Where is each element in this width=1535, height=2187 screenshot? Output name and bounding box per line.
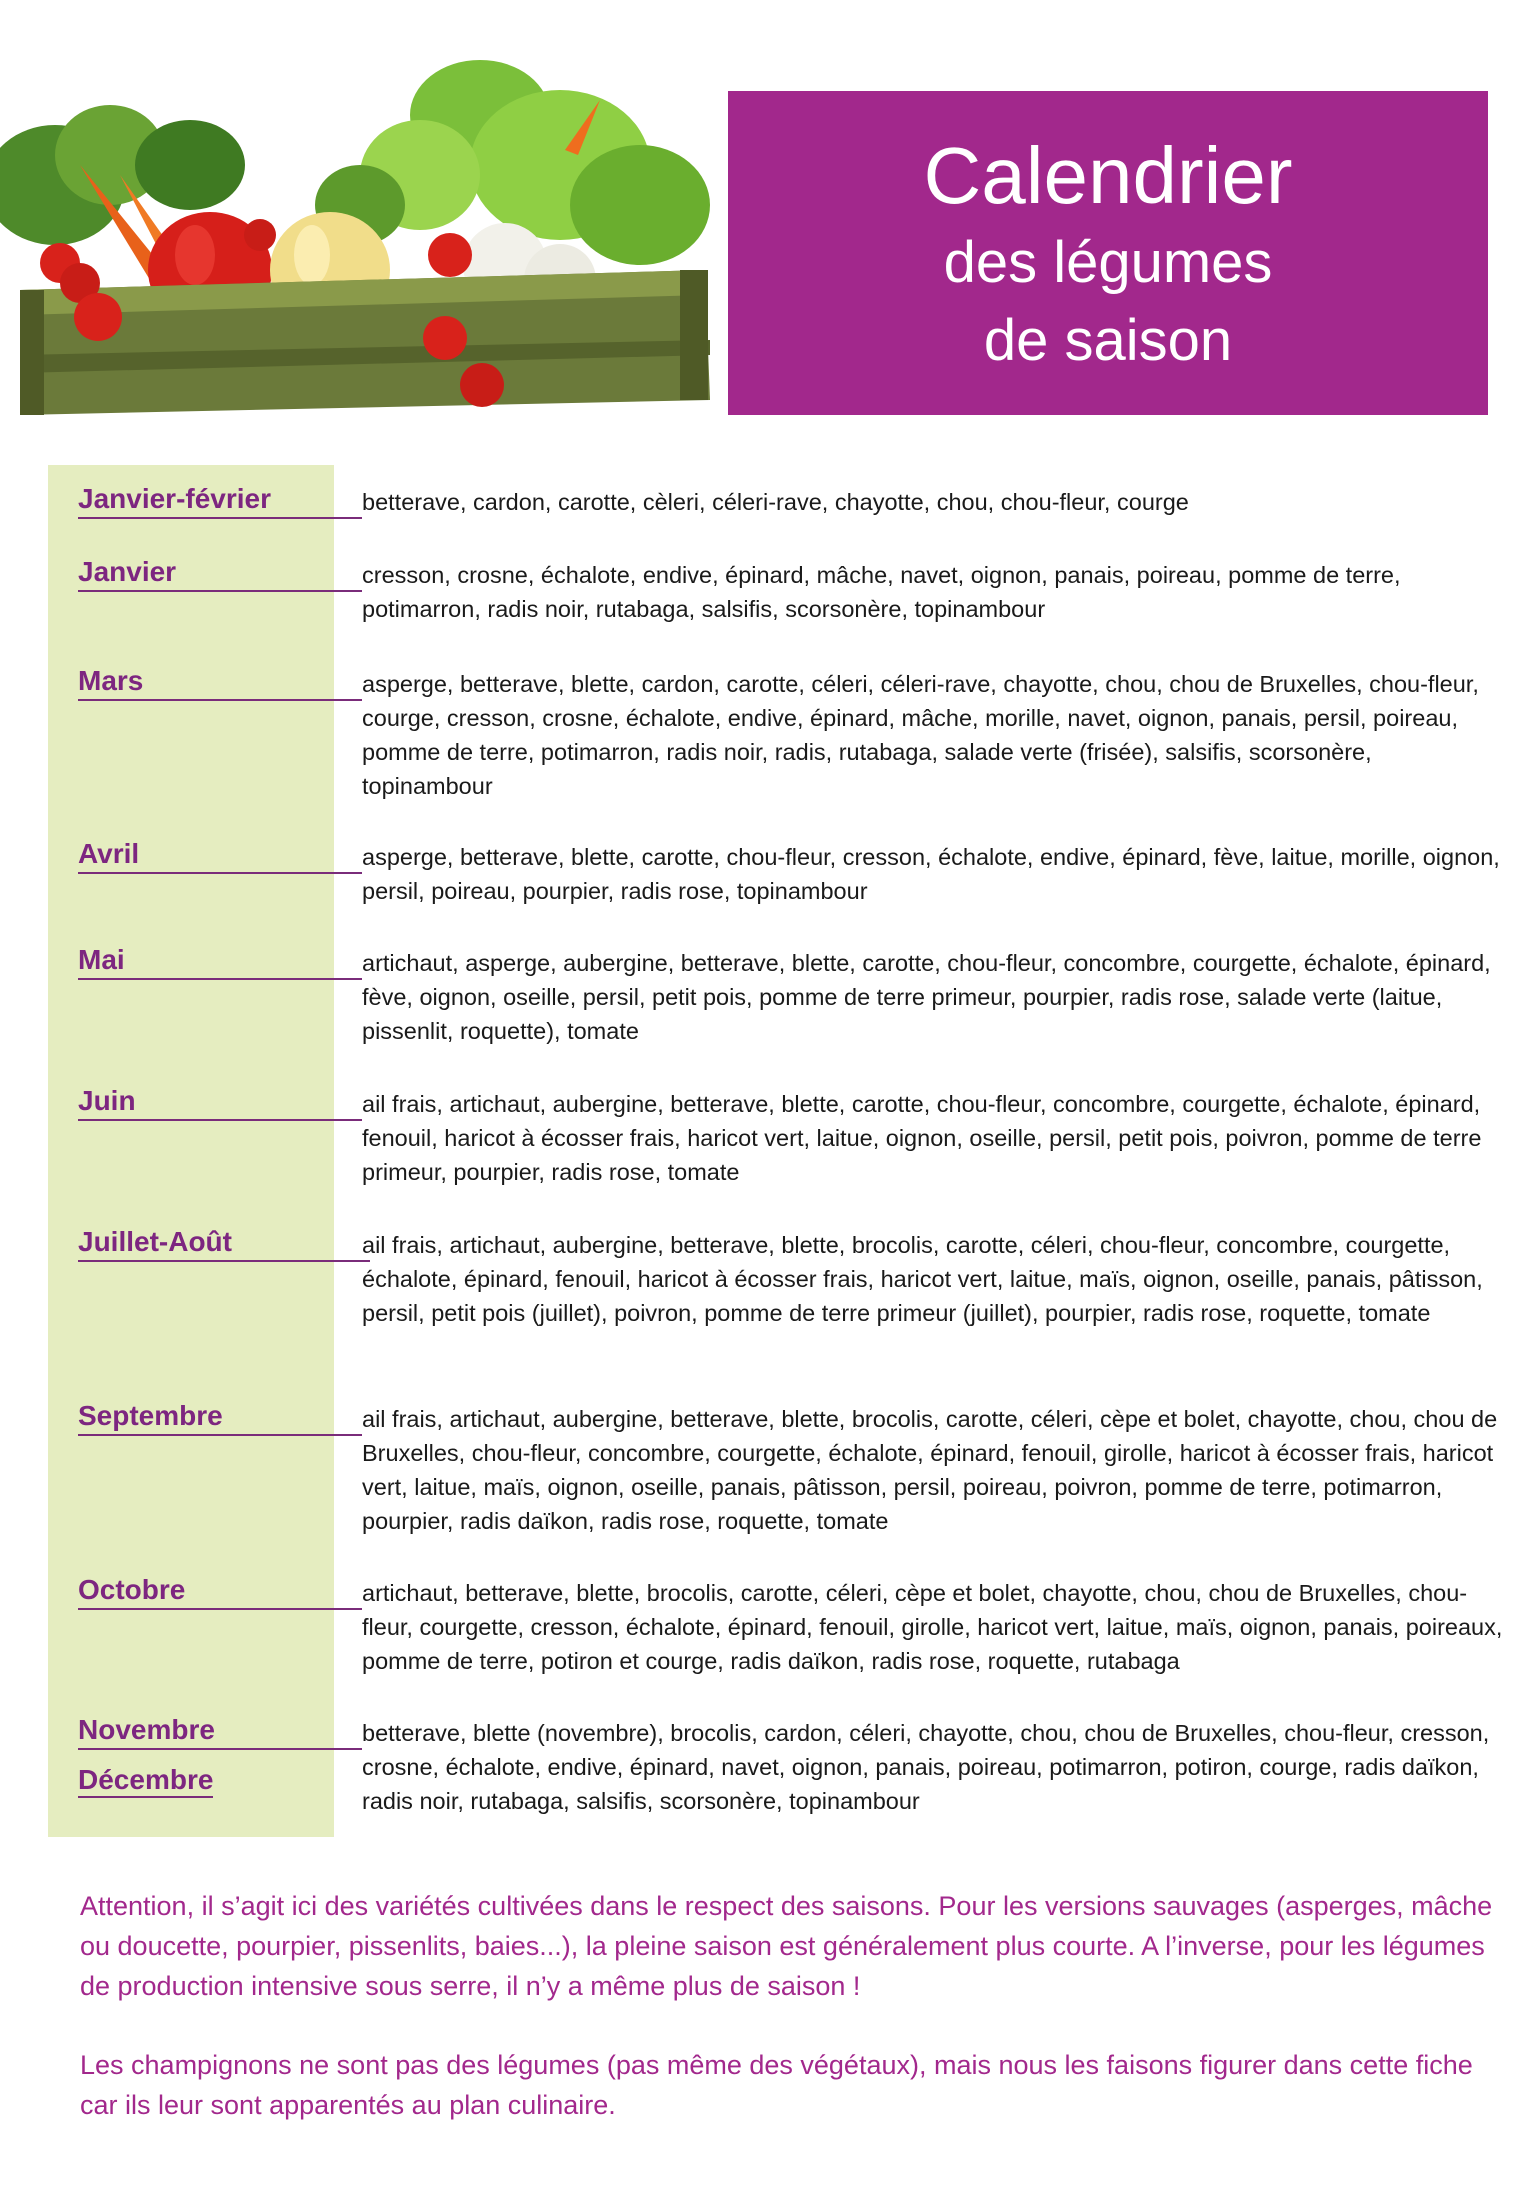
month-label: Juillet-Août [78, 1226, 370, 1262]
vegetable-list: betterave, blette (novembre), brocolis, cardon, céleri, chayotte, chou, chou de Bruxelles, chou-fleur, cresson, crosne, échalote, endive, épinard, navet, oignon, panais, poireau, potimarron, potiron, courge, radis daïkon, radis noir, rutabaga, salsifis, scorsonère, topinambour [362, 1720, 1490, 1814]
month-label: Octobre [78, 1574, 362, 1610]
month-label: Septembre [78, 1400, 362, 1436]
month-label: Mars [78, 665, 362, 701]
note-mushrooms: Les champignons ne sont pas des légumes (pas même des végétaux), mais nous les faisons figurer dans cette fiche car ils leur sont apparentés au plan culinaire. [80, 2050, 1473, 2120]
month-label: Janvier-février [78, 483, 362, 519]
vegetable-list: artichaut, asperge, aubergine, betterave, blette, carotte, chou-fleur, concombre, courgette, échalote, épinard, fève, oignon, oseille, persil, petit pois, pomme de terre primeur, pourpier, radis rose, salade verte (laitue, pissenlit, roquette), tomate [362, 950, 1491, 1044]
vegetable-list: asperge, betterave, blette, cardon, carotte, céleri, céleri-rave, chayotte, chou, chou de Bruxelles, chou-fleur, courge, cresson, crosne, échalote, endive, épinard, mâche, morille, navet, oignon, panais, persil, poireau, pomme de terre, potimarron, radis noir, radis, rutabaga, salade verte (frisée), salsifis, scorsonère, topinambour [362, 671, 1479, 799]
title-line-3: de saison [983, 308, 1233, 373]
month-label-secondary: Décembre [78, 1764, 213, 1798]
note-seasonal-varieties: Attention, il s’agit ici des variétés cultivées dans le respect des saisons. Pour les versions sauvages (asperges, mâche ou doucette, pourpier, pissenlits, baies...), la pleine saison est généralement plus courte. A l’inverse, pour les légumes de production intensive sous serre, il n’y a même plus de saison ! [80, 1891, 1493, 2001]
vegetable-crate-illustration [0, 55, 725, 415]
wooden-crate [20, 270, 710, 415]
vegetable-list: artichaut, betterave, blette, brocolis, carotte, céleri, cèpe et bolet, chayotte, chou, chou de Bruxelles, chou-fleur, courgette, cresson, échalote, épinard, fenouil, girolle, haricot vert, laitue, maïs, oignon, panais, poireaux, pomme de terre, potiron et courge, radis daïkon, radis rose, roquette, rutabaga [362, 1580, 1503, 1674]
title-line-1: Calendrier [923, 131, 1293, 220]
month-label: Novembre [78, 1714, 362, 1750]
title-line-2: des légumes [943, 230, 1273, 295]
vegetable-list: asperge, betterave, blette, carotte, chou-fleur, cresson, échalote, endive, épinard, fève, laitue, morille, oignon, persil, poireau, pourpier, radis rose, topinambour [362, 844, 1500, 904]
month-label: Avril [78, 838, 362, 874]
month-label: Mai [78, 944, 362, 980]
vegetable-list: ail frais, artichaut, aubergine, betterave, blette, carotte, chou-fleur, concombre, courgette, échalote, épinard, fenouil, haricot à écosser frais, haricot vert, laitue, oignon, oseille, persil, petit pois, poivron, pomme de terre primeur, pourpier, radis rose, tomate [362, 1091, 1482, 1185]
month-label: Janvier [78, 556, 362, 592]
vegetable-list: ail frais, artichaut, aubergine, betterave, blette, brocolis, carotte, céleri, chou-fleur, concombre, courgette, échalote, épinard, fenouil, haricot à écosser frais, haricot vert, laitue, maïs, oignon, oseille, panais, pâtisson, persil, petit pois (juillet), poivron, pomme de terre primeur (juillet), pourpier, radis rose, roquette, tomate [362, 1232, 1483, 1326]
title-banner [728, 91, 1488, 415]
month-label: Juin [78, 1085, 362, 1121]
vegetable-list: cresson, crosne, échalote, endive, épinard, mâche, navet, oignon, panais, poireau, pomme de terre, potimarron, radis noir, rutabaga, salsifis, scorsonère, topinambour [362, 562, 1401, 622]
vegetable-list: ail frais, artichaut, aubergine, betterave, blette, brocolis, carotte, céleri, cèpe et bolet, chayotte, chou, chou de Bruxelles, chou-fleur, concombre, courgette, échalote, épinard, fenouil, girolle, haricot à écosser frais, haricot vert, laitue, maïs, oignon, oseille, panais, pâtisson, persil, poireau, poivron, pomme de terre, potimarron, pourpier, radis daïkon, radis rose, roquette, tomate [362, 1406, 1498, 1534]
vegetable-list: betterave, cardon, carotte, cèleri, céleri-rave, chayotte, chou, chou-fleur, courge [362, 489, 1189, 515]
